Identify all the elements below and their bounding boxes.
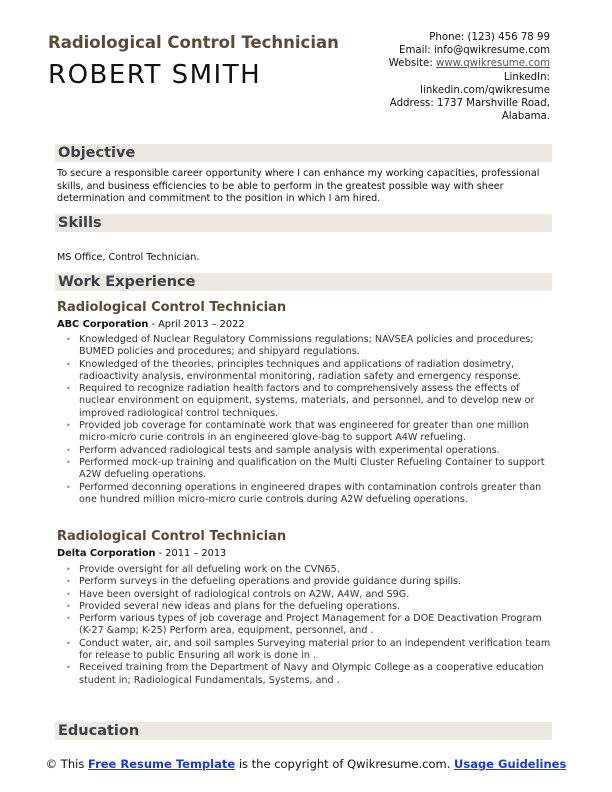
list-item: • Knowledged of the theories, principles techniques and applications of radiation dosimetry, radioactivity analysis, environmental monitoring, radiation safety and emergency response. [66, 359, 556, 384]
work-heading: Work Experience [58, 274, 196, 290]
linkedin-label: LinkedIn: [503, 71, 550, 83]
education-section-header [55, 722, 552, 740]
objective-section-header [55, 144, 552, 162]
contact-info [360, 31, 550, 123]
footer-prefix: © This [45, 757, 88, 771]
list-item: • Perform advanced radiological tests and sample analysis with experimental operations. [66, 445, 556, 457]
job-2-dates: - 2011 – 2013 [155, 548, 227, 559]
candidate-name: ROBERT SMITH [48, 60, 262, 90]
website-link[interactable]: www.qwikresume.com [435, 58, 550, 70]
job-1-dates: - April 2013 – 2022 [148, 319, 245, 330]
list-item: • Performed deconning operations in engineered drapes with contamination controls greater than one hundred million micro-micro curie controls during A2W defueling operations. [66, 482, 556, 507]
education-heading: Education [58, 723, 140, 739]
copyright-footer [0, 757, 612, 771]
footer-middle: is the copyright of Qwikresume.com. [235, 757, 455, 771]
skills-heading: Skills [58, 215, 102, 231]
free-resume-template-link[interactable]: Free Resume Template [87, 757, 236, 771]
job-1-title: Radiological Control Technician [57, 300, 287, 315]
list-item: • Conduct water, air, and soil samples Surveying material prior to an independent verification team for release to public Ensuring all work is done in . [66, 638, 556, 663]
address-line2: Alabama. [501, 111, 550, 123]
job-2-company: Delta Corporation [57, 548, 156, 559]
job-2-bullets [66, 564, 556, 687]
skills-section-header [55, 214, 552, 232]
list-item: • Knowledged of Nuclear Regulatory Commissions regulations; NAVSEA policies and procedures; BUMED policies and procedures; and shipyard regulations. [66, 334, 556, 359]
email: Email: info@qwikresume.com [399, 45, 550, 57]
list-item: • Provide oversight for all defueling work on the CVN65. [66, 564, 556, 576]
job-1-company-line [57, 319, 245, 330]
objective-heading: Objective [58, 145, 136, 161]
list-item: • Performed mock-up training and qualification on the Multi Cluster Refueling Container to support A2W defueling operations. [66, 457, 556, 482]
list-item: • Provided several new ideas and plans for the defueling operations. [66, 601, 556, 613]
objective-text: To secure a responsible career opportunity where I can enhance my working capacities, professional skills, and business efficiencies to be able to perform in the greatest possible way with sheer determination and commitment to the position in which I am hired. [57, 168, 540, 205]
list-item: • Perform various types of job coverage and Project Management for a DOE Deactivation Program (K-27 &amp; K-25) Perform area, equipment, personnel, and . [66, 613, 556, 638]
list-item: • Received training from the Department of Navy and Olympic College as a cooperative education student in; Radiological Fundamentals, Systems, and . [66, 662, 556, 687]
job-title-heading: Radiological Control Technician [48, 33, 339, 52]
phone: Phone: (123) 456 78 99 [429, 32, 550, 43]
work-section-header [55, 273, 552, 291]
list-item: • Have been oversight of radiological controls on A2W, A4W, and S9G. [66, 589, 556, 601]
usage-guidelines-link[interactable]: Usage Guidelines [454, 757, 567, 771]
address-line1: Address: 1737 Marshville Road, [389, 98, 550, 110]
job-1-bullets [66, 334, 556, 506]
job-2-title: Radiological Control Technician [57, 529, 287, 544]
linkedin: linkedin.com/qwikresume [420, 84, 550, 96]
website [360, 57, 550, 70]
list-item: • Provided job coverage for contaminate work that was engineered for greater than one million micro-micro curie controls in an engineered glove-bag to support A4W refueling. [66, 420, 556, 445]
skills-text: MS Office, Control Technician. [57, 252, 200, 263]
list-item: • Required to recognize radiation health factors and to comprehensively assess the effects of nuclear environment on equipment, systems, materials, and personnel, and to develop new or improved radiological control techniques. [66, 383, 556, 420]
job-2-company-line [57, 548, 226, 559]
job-1-company: ABC Corporation [57, 319, 149, 330]
list-item: • Perform surveys in the defueling operations and provide guidance during spills. [66, 576, 556, 588]
website-label: Website: [388, 58, 436, 70]
